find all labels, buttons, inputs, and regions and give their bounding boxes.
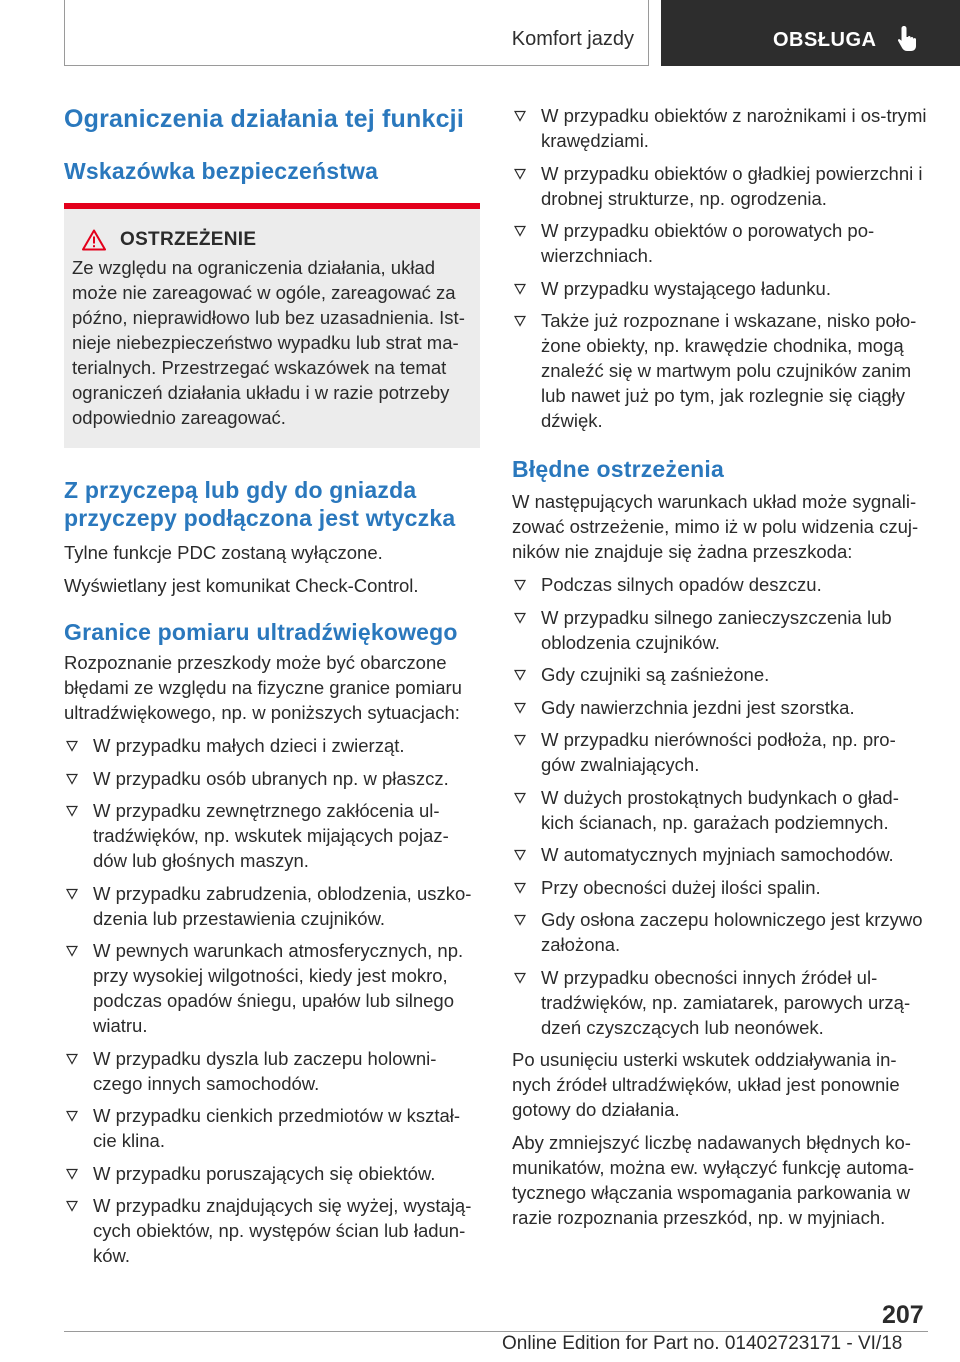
list-item-text: Podczas silnych opadów deszczu. <box>541 574 822 595</box>
list-item <box>512 308 928 433</box>
false-warnings-heading: Błędne ostrzeżenia <box>512 456 724 482</box>
header-section-title: Komfort jazdy <box>511 28 634 50</box>
list-item <box>512 875 928 900</box>
list-item <box>512 218 928 268</box>
triangle-bullet-icon <box>514 315 526 327</box>
list-item-text: W przypadku znajdujących się wyżej, wystają-cych obiektów, np. występów ścian lub ładun-ków. <box>93 1195 472 1266</box>
section-heading: Ograniczenia działania tej funkcji <box>64 105 464 133</box>
list-item-text: W przypadku silnego zanieczyszczenia lub oblodzenia czujników. <box>541 606 892 653</box>
list-item <box>64 798 480 873</box>
list-item <box>512 605 928 655</box>
triangle-bullet-icon <box>66 773 78 785</box>
list-item <box>512 842 928 867</box>
list-item <box>512 103 928 153</box>
triangle-bullet-icon <box>514 849 526 861</box>
list-item-text: W przypadku zewnętrznego zakłócenia ul-tradźwięków, np. wskutek mijających pojaz-dów lub głośnych maszyn. <box>93 800 449 871</box>
list-item <box>512 965 928 1040</box>
list-item-text: Gdy nawierzchnia jezdni jest szorstka. <box>541 696 855 718</box>
warning-box <box>64 203 480 448</box>
list-item <box>512 785 928 835</box>
triangle-bullet-icon <box>514 612 526 624</box>
list-item <box>512 161 928 211</box>
limits-intro: Rozpoznanie przeszkody może być obarczone błędami ze względu na fizyczne granice pomiaru ultradźwiękowego, np. w poniższych sytuacjach: <box>64 652 462 723</box>
list-item-text: W pewnych warunkach atmosferycznych, np. przy wysokiej wilgotności, kiedy jest mokro, podczas opadów śniegu, upałów lub silnego wiatru. <box>93 940 464 1036</box>
list-item <box>64 1193 480 1268</box>
footer-divider <box>64 1331 928 1332</box>
triangle-bullet-icon <box>514 972 526 984</box>
right-column <box>512 100 928 1230</box>
limits-list-continued <box>512 103 928 433</box>
triangle-bullet-icon <box>514 702 526 714</box>
list-item-text: W automatycznych myjniach samochodów. <box>541 844 894 865</box>
triangle-bullet-icon <box>66 1110 78 1122</box>
triangle-bullet-icon <box>514 882 526 894</box>
list-item <box>64 881 480 931</box>
triangle-bullet-icon <box>66 1053 78 1065</box>
list-item-text: W przypadku obecności innych źródeł ul-tradźwięków, np. zamiatarek, parowych urzą-dzeń czyszczących lub neonówek. <box>541 966 911 1038</box>
list-item-text: W przypadku nierówności podłoża, np. pro-gów zwalniających. <box>541 729 896 775</box>
pointing-hand-icon <box>895 24 923 54</box>
list-item <box>512 727 928 777</box>
triangle-bullet-icon <box>514 110 526 122</box>
after-paragraph-1: Po usunięciu usterki wskutek oddziaływania in-nych źródeł ultradźwięków, układ jest ponownie gotowy do działania. <box>512 1049 900 1120</box>
false-warnings-intro: W następujących warunkach układ może sygnali-zować ostrzeżenie, mimo iż w polu widzenia czuj-ników nie znajduje się żadna przeszkoda: <box>512 491 919 562</box>
list-item-text: W przypadku poruszających się obiektów. <box>93 1162 436 1184</box>
triangle-bullet-icon <box>66 945 78 957</box>
triangle-bullet-icon <box>66 740 78 752</box>
list-item-text: Gdy czujniki są zaśnieżone. <box>541 664 770 685</box>
list-item-text: W przypadku cienkich przedmiotów w kształ-cie klina. <box>93 1105 461 1151</box>
header-chapter-label: OBSŁUGA <box>773 29 877 51</box>
trailer-paragraph-2: Wyświetlany jest komunikat Check-Control. <box>64 575 419 596</box>
triangle-bullet-icon <box>514 579 526 591</box>
triangle-bullet-icon <box>514 225 526 237</box>
list-item <box>64 733 480 758</box>
list-item-text: Przy obecności dużej ilości spalin. <box>541 876 821 898</box>
list-item <box>64 766 480 791</box>
list-item <box>512 276 928 301</box>
list-item <box>64 1103 480 1153</box>
triangle-bullet-icon <box>66 888 78 900</box>
after-paragraph-2: Aby zmniejszyć liczbę nadawanych błędnych ko-munikatów, można ew. wyłączyć funkcję automa-tycznego włączania wspomagania parkowania w razie rozpoznania przeszkód, np. w myjniach. <box>512 1132 915 1228</box>
list-item <box>64 1046 480 1096</box>
triangle-bullet-icon <box>514 914 526 926</box>
triangle-bullet-icon <box>514 283 526 295</box>
limits-heading: Granice pomiaru ultradźwiękowego <box>64 619 458 645</box>
list-item-text: W przypadku zabrudzenia, oblodzenia, uszko-dzenia lub przestawienia czujników. <box>93 882 472 929</box>
list-item <box>512 662 928 687</box>
list-item <box>64 938 480 1038</box>
list-item-text: W przypadku wystającego ładunku. <box>541 277 831 299</box>
triangle-bullet-icon <box>514 792 526 804</box>
trailer-heading: Z przyczepą lub gdy do gniazda przyczepy podłączona jest wtyczka <box>64 477 456 531</box>
list-item-text: Także już rozpoznane i wskazane, nisko poło-żone obiekty, np. krawędzie chodnika, mogą znaleźć się w martwym polu czujników zanim lub nawet już po tym, jak rozlegnie się ciągły dźwięk. <box>541 310 917 431</box>
list-item-text: W dużych prostokątnych budynkach o gład-kich ścianach, np. garażach podziemnych. <box>541 786 899 833</box>
triangle-bullet-icon <box>66 1168 78 1180</box>
false-warnings-list <box>512 572 928 1040</box>
triangle-bullet-icon <box>66 1200 78 1212</box>
list-item <box>64 1161 480 1186</box>
warning-triangle-icon <box>82 229 106 251</box>
list-item-text: W przypadku osób ubranych np. w płaszcz. <box>93 767 449 789</box>
safety-heading: Wskazówka bezpieczeństwa <box>64 158 379 184</box>
list-item <box>512 907 928 957</box>
warning-title <box>72 229 472 251</box>
warning-text: Ze względu na ograniczenia działania, układ może nie zareagować w ogóle, zareagować za późno, nieprawidłowo lub bez uzasadnienia. Ist-nieje niebezpieczeństwo wypadku lub strat ma-terialnych. Przestrzegać wskazówek na temat ograniczeń działania układu i w razie potrzeby odpowiednio zareagować. <box>72 257 465 428</box>
triangle-bullet-icon <box>514 734 526 746</box>
list-item <box>512 695 928 720</box>
list-item <box>512 572 928 597</box>
list-item-text: Gdy osłona zaczepu holowniczego jest krzywo założona. <box>541 909 923 955</box>
header-chapter-tab <box>661 0 960 66</box>
warning-label: OSTRZEŻENIE <box>120 229 257 250</box>
list-item-text: W przypadku obiektów o gładkiej powierzchni i drobnej strukturze, np. ogrodzenia. <box>541 162 923 209</box>
footer-edition: Online Edition for Part no. 01402723171 - VI/18 <box>502 1333 903 1354</box>
triangle-bullet-icon <box>514 669 526 681</box>
trailer-paragraph-1: Tylne funkcje PDC zostaną wyłączone. <box>64 542 383 563</box>
page-number: 207 <box>882 1301 924 1329</box>
list-item-text: W przypadku dyszla lub zaczepu holowni-czego innych samochodów. <box>93 1047 437 1094</box>
limits-list <box>64 733 480 1268</box>
header-section-box <box>64 0 649 66</box>
left-column <box>64 100 480 1276</box>
list-item-text: W przypadku obiektów o porowatych po-wierzchniach. <box>541 220 875 266</box>
list-item-text: W przypadku małych dzieci i zwierząt. <box>93 735 405 756</box>
triangle-bullet-icon <box>514 168 526 180</box>
list-item-text: W przypadku obiektów z narożnikami i os-trymi krawędziami. <box>541 105 927 151</box>
triangle-bullet-icon <box>66 805 78 817</box>
